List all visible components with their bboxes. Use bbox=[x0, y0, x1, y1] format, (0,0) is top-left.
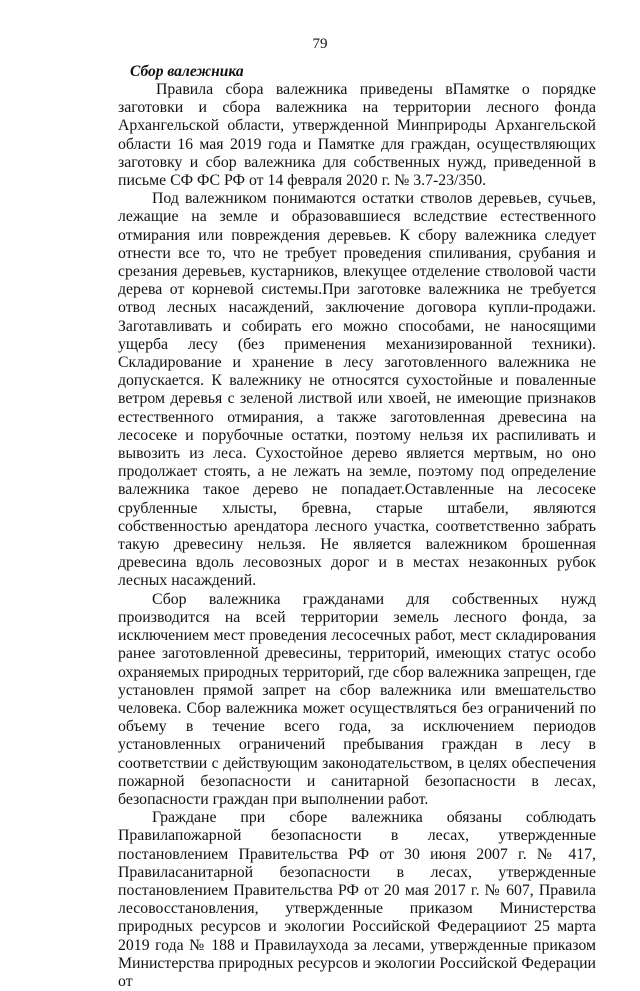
paragraph-deadwood-definition: Под валежником понимаются остатки стволов деревьев, сучьев, лежащие на земле и образовавшиеся вследствие естественного отмирания или повреждения деревьев. К сбору валежника следует отнести все то, что не требует проведения спиливания, срубания и срезания деревьев, кустарников, влекущее отделение стволовой части дерева от корневой системы.При заготовке валежника не требуется отвод лесных насаждений, заключение договора купли-продажи. Заготавливать и собирать его можно способами, не наносящими ущерба лесу (без применения механизированной техники). Складирование и хранение в лесу заготовленного валежника не допускается. К валежнику не относятся сухостойные и поваленные ветром деревья с зеленой листвой или хвоей, не имеющие признаков естественного отмирания, а также заготовленная древесина на лесосеке и порубочные остатки, поэтому нельзя их распиливать и вывозить из леса. Сухостойное дерево является мертвым, но оно продолжает стоять, а не лежать на земле, поэтому под определение валежника такое дерево не попадает.Оставленные на лесосеке срубленные хлысты, бревна, старые штабели, являются собственностью арендатора лесного участка, соответственно забрать такую древесину нельзя. Не является валежником брошенная древесина вдоль лесовозных дорог и в местах незаконных рубок лесных насаждений. bbox=[118, 190, 596, 590]
paragraph-rules-source: Правила сбора валежника приведены вПамятке о порядке заготовки и сбора валежника на территории лесного фонда Архангельской области, утвержденной Минприроды Архангельской области 16 мая 2019 года и Памятке для граждан, осуществляющих заготовку и сбор валежника для собственных нужд, приведенной в письме СФ ФС РФ от 14 февраля 2020 г. № 3.7-23/350. bbox=[118, 81, 596, 190]
document-body bbox=[118, 62, 596, 991]
page-number: 79 bbox=[312, 36, 328, 52]
paragraph-collection-territory: Сбор валежника гражданами для собственных нужд производится на всей территории земель лесного фонда, за исключением мест проведения лесосечных работ, мест складирования ранее заготовленной древесины, территорий, имеющих статус особо охраняемых природных территорий, где сбор валежника запрещен, где установлен прямой запрет на сбор валежника или вмешательство человека. Сбор валежника может осуществляться без ограничений по объему в течение всего года, за исключением периодов установленных ограничений пребывания граждан в лесу в соответствии с действующим законодательством, в целях обеспечения пожарной безопасности и санитарной безопасности в лесах, безопасности граждан при выполнении работ. bbox=[118, 590, 596, 808]
section-heading: Сбор валежника bbox=[130, 63, 244, 80]
paragraph-citizen-obligations: Граждане при сборе валежника обязаны соблюдать Правилапожарной безопасности в лесах, утвержденные постановлением Правительства РФ от 30 июня 2007 г. № 417, Правиласанитарной безопасности в лесах, утвержденные постановлением Правительства РФ от 20 мая 2017 г. № 607, Правила лесовосстановления, утвержденные приказом Министерства природных ресурсов и экологии Российской Федерацииот 25 марта 2019 года № 188 и Правилаухода за лесами, утвержденные приказом Министерства природных ресурсов и экологии Российской Федерации от bbox=[118, 809, 596, 990]
